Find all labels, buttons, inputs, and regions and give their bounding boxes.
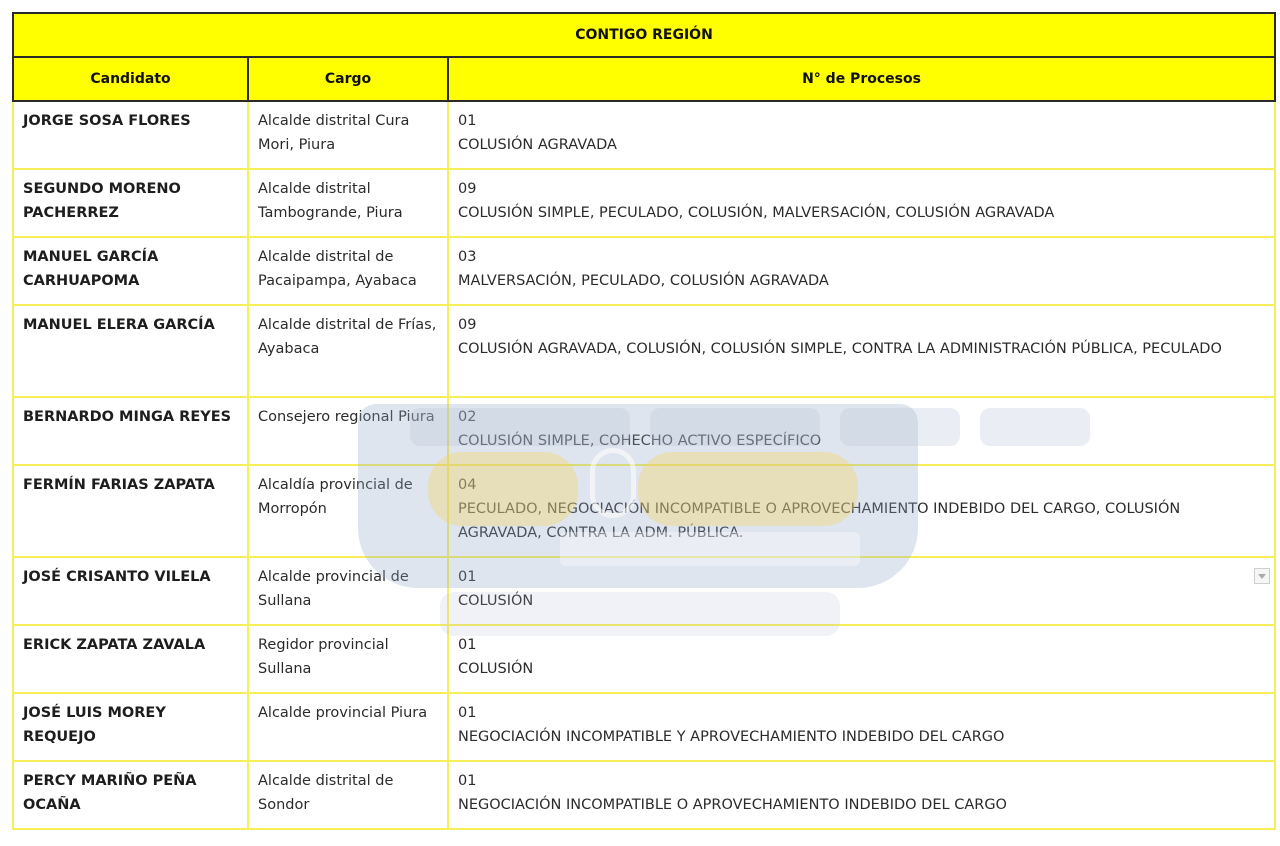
process-count: 04 [458,477,477,493]
cell-cargo: Alcaldía provincial de Morropón [248,465,448,557]
process-count: 02 [458,409,477,425]
cell-procesos [448,761,1275,829]
table-row [13,465,1275,557]
cell-procesos [448,237,1275,305]
cell-procesos [448,169,1275,237]
cell-procesos [448,305,1275,397]
process-description: PECULADO, NEGOCIACIÓN INCOMPATIBLE O APROVECHAMIENTO INDEBIDO DEL CARGO, COLUSIÓN AGRAVADA, CONTRA LA ADM. PÚBLICA. [458,501,1181,541]
process-description: COLUSIÓN [458,661,534,677]
cell-procesos [448,101,1275,169]
cell-cargo: Regidor provincial Sullana [248,625,448,693]
table-row [13,237,1275,305]
process-description: NEGOCIACIÓN INCOMPATIBLE Y APROVECHAMIENTO INDEBIDO DEL CARGO [458,729,1005,745]
cell-candidato: MANUEL GARCÍA CARHUAPOMA [13,237,248,305]
process-count: 01 [458,569,477,585]
cell-candidato: PERCY MARIÑO PEÑA OCAÑA [13,761,248,829]
cell-candidato: ERICK ZAPATA ZAVALA [13,625,248,693]
cell-candidato: MANUEL ELERA GARCÍA [13,305,248,397]
process-description: COLUSIÓN [458,593,534,609]
cell-procesos [448,465,1275,557]
header-procesos: N° de Procesos [448,57,1275,101]
process-description: COLUSIÓN SIMPLE, COHECHO ACTIVO ESPECÍFICO [458,433,822,449]
cell-cargo: Alcalde provincial Piura [248,693,448,761]
cell-procesos [448,625,1275,693]
cell-procesos [448,557,1275,625]
process-count: 09 [458,181,477,197]
cell-cargo: Alcalde distrital de Pacaipampa, Ayabaca [248,237,448,305]
process-count: 03 [458,249,477,265]
table-row [13,305,1275,397]
cell-procesos [448,397,1275,465]
table-container [12,12,1274,830]
cell-cargo: Alcalde provincial de Sullana [248,557,448,625]
table-title: CONTIGO REGIÓN [13,13,1275,57]
cell-candidato: JOSÉ CRISANTO VILELA [13,557,248,625]
process-description: COLUSIÓN SIMPLE, PECULADO, COLUSIÓN, MALVERSACIÓN, COLUSIÓN AGRAVADA [458,205,1055,221]
cell-candidato: JORGE SOSA FLORES [13,101,248,169]
dropdown-arrow-icon[interactable] [1254,568,1270,584]
process-description: COLUSIÓN AGRAVADA [458,137,617,153]
cell-cargo: Alcalde distrital de Sondor [248,761,448,829]
process-count: 01 [458,773,477,789]
process-description: COLUSIÓN AGRAVADA, COLUSIÓN, COLUSIÓN SIMPLE, CONTRA LA ADMINISTRACIÓN PÚBLICA, PECULADO [458,341,1222,357]
table-row [13,397,1275,465]
cell-cargo: Alcalde distrital Tambogrande, Piura [248,169,448,237]
process-description: MALVERSACIÓN, PECULADO, COLUSIÓN AGRAVADA [458,273,829,289]
table-row [13,557,1275,625]
cell-cargo: Consejero regional Piura [248,397,448,465]
cell-candidato: SEGUNDO MORENO PACHERREZ [13,169,248,237]
process-description: NEGOCIACIÓN INCOMPATIBLE O APROVECHAMIENTO INDEBIDO DEL CARGO [458,797,1007,813]
cell-cargo: Alcalde distrital Cura Mori, Piura [248,101,448,169]
header-candidato: Candidato [13,57,248,101]
process-count: 01 [458,705,477,721]
table-row [13,625,1275,693]
process-count: 09 [458,317,477,333]
cell-candidato: FERMÍN FARIAS ZAPATA [13,465,248,557]
table-row [13,101,1275,169]
cell-candidato: BERNARDO MINGA REYES [13,397,248,465]
table-row [13,169,1275,237]
process-count: 01 [458,113,477,129]
process-count: 01 [458,637,477,653]
candidates-table [12,12,1276,830]
cell-procesos [448,693,1275,761]
header-cargo: Cargo [248,57,448,101]
table-row [13,693,1275,761]
table-row [13,761,1275,829]
cell-cargo: Alcalde distrital de Frías, Ayabaca [248,305,448,397]
cell-candidato: JOSÉ LUIS MOREY REQUEJO [13,693,248,761]
